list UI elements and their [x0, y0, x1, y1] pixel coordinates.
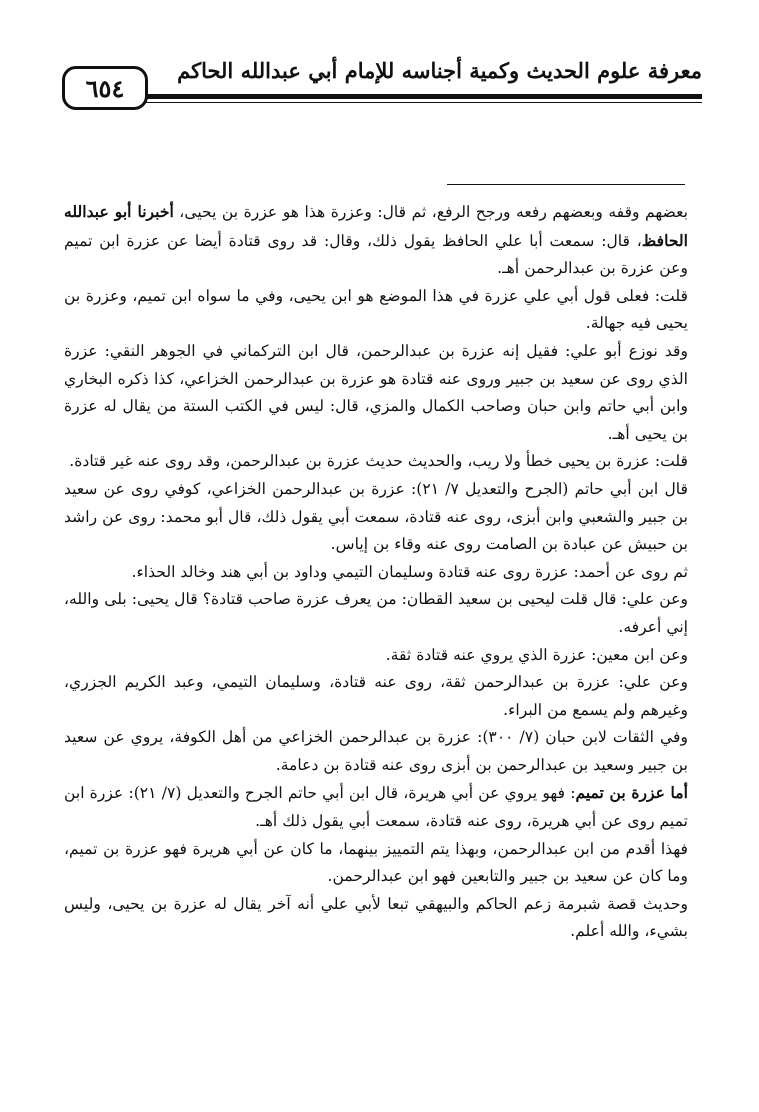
- page-header: [62, 52, 702, 122]
- paragraph: [64, 669, 688, 724]
- bold-text: أخبرنا أبو عبدالله الحافظ: [64, 202, 688, 250]
- text-segment: وعن علي: عزرة بن عبدالرحمن ثقة، روى عنه قتادة، وسليمان التيمي، وعبد الكريم الجزري، وغيرهم ولم يسمع من البراء.: [64, 673, 688, 719]
- paragraph: [64, 198, 688, 283]
- text-segment: وعن علي: قال قلت ليحيى بن سعيد القطان: من يعرف عزرة صاحب قتادة؟ قال يحيى: بلى والله، إني أعرفه.: [64, 590, 688, 636]
- page-number: ٦٥٤: [62, 66, 148, 110]
- running-title: معرفة علوم الحديث وكمية أجناسه للإمام أبي عبدالله الحاكم: [177, 58, 702, 83]
- paragraph: [64, 559, 688, 587]
- text-segment: وعن ابن معين: عزرة الذي يروي عنه قتادة ثقة.: [385, 645, 688, 664]
- text-segment: وفي الثقات لابن حبان (٧/ ٣٠٠): عزرة بن عبدالرحمن الخزاعي من أهل الكوفة، يروي عن سعيد بن جبير وسعيد بن عبدالرحمن بن أبزى روى عنه قتادة بن دعامة.: [64, 728, 688, 774]
- paragraph: [64, 891, 688, 946]
- header-rule-thick: [146, 94, 702, 99]
- text-segment: ثم روى عن أحمد: عزرة روى عنه قتادة وسليمان التيمي وداود بن أبي هند وخالد الحذاء.: [131, 562, 688, 581]
- text-segment: ، قال: سمعت أبا علي الحافظ يقول ذلك، وقال: قد روى قتادة أيضا عن عزرة ابن تميم وعن عزرة بن عبدالرحمن أهـ.: [64, 231, 688, 278]
- text-segment: وقد نوزع أبو علي: فقيل إنه عزرة بن عبدالرحمن، قال ابن التركماني في الجوهر النقي: عزرة الذي روى عن سعيد بن جبير وروى عنه قتادة هو عزرة بن عبدالرحمن الخزاعي، كذا ذكره البخاري وابن أبي حاتم وابن حبان وصاحب الكمال والمزي، قال: ليس في الكتب الستة من يقال له عزرة بن يحيى أهـ.: [64, 341, 688, 443]
- paragraph: [64, 586, 688, 641]
- paragraph: [64, 338, 688, 448]
- paragraph: [64, 642, 688, 670]
- text-segment: وحديث قصة شبرمة زعم الحاكم والبيهقي تبعا لأبي علي أنه آخر يقال له عزرة بن يحيى، وليس بشيء، والله أعلم.: [64, 894, 688, 941]
- paragraph: [64, 283, 688, 338]
- paragraph: [64, 724, 688, 779]
- header-rule-thin: [146, 102, 702, 103]
- text-segment: : فهو يروي عن أبي هريرة، قال ابن أبي حاتم الجرح والتعديل (٧/ ٢١): عزرة ابن تميم روى عن أبي هريرة، روى عنه قتادة، سمعت أبي يقول ذلك أهـ.: [64, 784, 688, 831]
- footnote-separator: [447, 184, 685, 185]
- paragraph: [64, 779, 688, 835]
- paragraph: [64, 448, 688, 476]
- text-segment: فهذا أقدم من ابن عبدالرحمن، وبهذا يتم التمييز بينهما، ما كان عن أبي هريرة فهو عزرة بن تميم، وما كان عن سعيد بن جبير والتابعين فهو ابن عبدالرحمن.: [64, 839, 688, 886]
- text-segment: بعضهم وقفه وبعضهم رفعه ورجح الرفع، ثم قال: وعزرة هذا هو عزرة بن يحيى،: [173, 203, 688, 221]
- text-segment: قلت: عزرة بن يحيى خطأ ولا ريب، والحديث حديث عزرة بن عبدالرحمن، وقد روى عنه غير قتادة.: [69, 452, 688, 471]
- footnote-body: [64, 198, 688, 946]
- bold-text: أما عزرة بن تميم: [575, 783, 688, 803]
- text-segment: قال ابن أبي حاتم (الجرح والتعديل ٧/ ٢١): عزرة بن عبدالرحمن الخزاعي، كوفي روى عن سعيد بن جبير والشعبي وابن أبزى، روى عنه قتادة، سمعت أبي يقول ذلك، قال أبو محمد: روى عن راشد بن حبيش عن عبادة بن الصامت روى عنه وقاء بن إياس.: [64, 479, 688, 554]
- text-segment: قلت: فعلى قول أبي علي عزرة في هذا الموضع هو ابن يحيى، وفي ما سواه ابن تميم، وعزرة بن يحيى فيه جهالة.: [64, 286, 688, 333]
- paragraph: [64, 836, 688, 891]
- paragraph: [64, 476, 688, 559]
